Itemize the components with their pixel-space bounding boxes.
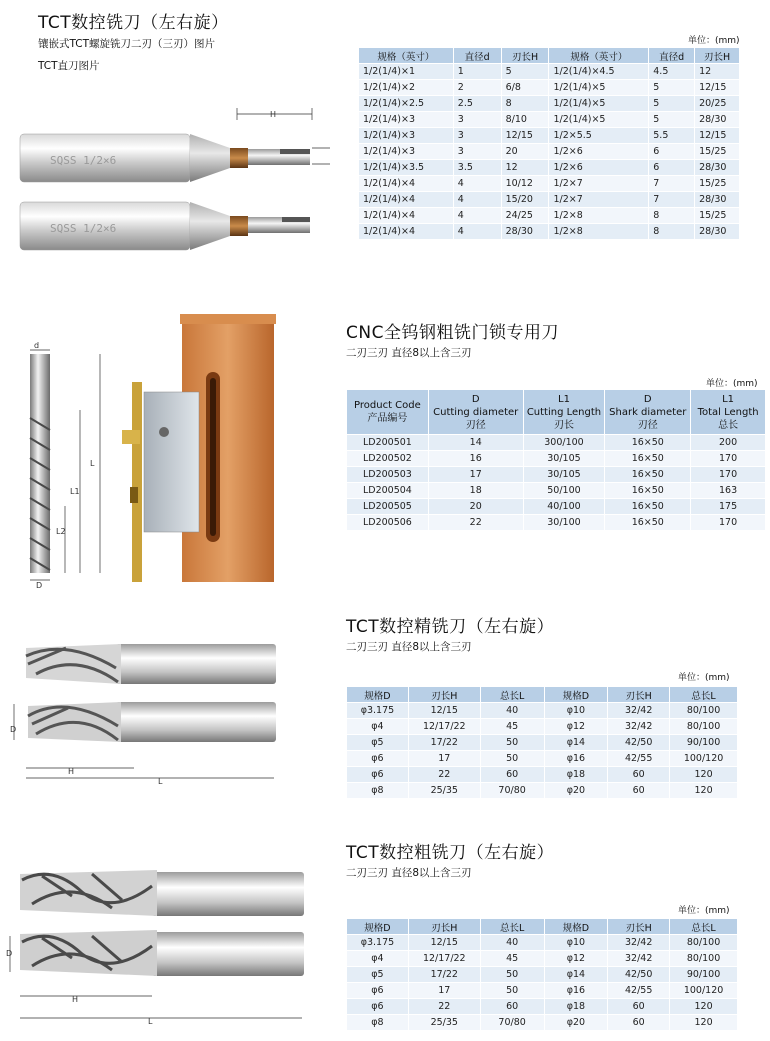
table-cell: 1/2(1/4)×3	[359, 144, 454, 160]
dim-d-label: d	[34, 341, 40, 350]
table-cell: 1/2(1/4)×4	[359, 208, 454, 224]
table-cell: φ16	[544, 983, 608, 999]
table-cell: 163	[691, 483, 766, 499]
table-cell: 17	[408, 751, 480, 767]
table-cell: 16	[428, 451, 523, 467]
section3-title: TCT数控精铣刀（左右旋）	[346, 617, 555, 637]
table-cell: φ6	[347, 999, 409, 1015]
table-cell: 32/42	[608, 935, 670, 951]
dim-H-label: H	[68, 767, 75, 776]
table-cell: 12/15	[695, 80, 740, 96]
section3-subtitle: 二刃三刃 直径8以上含三刃	[346, 641, 472, 653]
table-cell: 12/17/22	[408, 719, 480, 735]
table-cell: 80/100	[670, 935, 738, 951]
table-cell: 1/2(1/4)×5	[549, 80, 649, 96]
table-cell: 1/2(1/4)×4.5	[549, 64, 649, 80]
table-cell: 80/100	[670, 951, 738, 967]
col-spec-d: 规格D	[347, 687, 409, 703]
table-cell: 170	[691, 515, 766, 531]
header-line-3: 总长	[718, 419, 739, 431]
table-cell: 10/12	[501, 176, 549, 192]
table-cell: φ8	[347, 783, 409, 799]
section1-title: TCT数控铣刀（左右旋）	[38, 13, 229, 33]
table-row	[359, 224, 740, 240]
table-cell: 25/35	[408, 783, 480, 799]
table-cell: 7	[649, 176, 695, 192]
section2-unit: 单位：(mm)	[706, 379, 758, 389]
door-lock-cutter-diagram	[10, 338, 120, 588]
table-cell: 90/100	[670, 967, 738, 983]
section1-caption-2: TCT直刀图片	[38, 60, 100, 72]
table-cell: 3	[453, 128, 501, 144]
table-cell: φ4	[347, 951, 409, 967]
table-cell: 80/100	[670, 703, 738, 719]
table-cell: 24/25	[501, 208, 549, 224]
table-cell: 1/2(1/4)×4	[359, 176, 454, 192]
table-cell: 4	[453, 208, 501, 224]
table-cell: 3.5	[453, 160, 501, 176]
table-cell: φ12	[544, 719, 608, 735]
table-cell: 42/55	[608, 751, 670, 767]
table-cell: 60	[608, 1015, 670, 1031]
table-cell: 22	[428, 515, 523, 531]
table-cell: φ12	[544, 951, 608, 967]
table-row	[347, 967, 738, 983]
table-row	[347, 499, 766, 515]
table-cell: 2.5	[453, 96, 501, 112]
table-cell: 42/50	[608, 967, 670, 983]
table-cell: 50	[480, 735, 544, 751]
header-line-3: 刃长	[553, 419, 574, 431]
table-cell: 8	[649, 208, 695, 224]
dim-L-label: L	[90, 459, 95, 468]
table-cell: LD200502	[347, 451, 429, 467]
table-cell: 7	[649, 192, 695, 208]
table-cell: 3	[453, 144, 501, 160]
table-cell: 28/30	[501, 224, 549, 240]
table-cell: 170	[691, 467, 766, 483]
table-cell: 12	[695, 64, 740, 80]
header-line-2: Total Length	[697, 406, 759, 418]
table-cell: 50	[480, 983, 544, 999]
table-cell: 4.5	[649, 64, 695, 80]
table-cell: 42/50	[608, 735, 670, 751]
table-cell: 300/100	[523, 435, 605, 451]
table-cell: 45	[480, 951, 544, 967]
table-cell: 12/15	[501, 128, 549, 144]
table-cell: φ20	[544, 1015, 608, 1031]
header-line-2: Cutting diameter	[433, 406, 519, 418]
table-cell: 60	[480, 767, 544, 783]
table-cell: 25/35	[408, 1015, 480, 1031]
table-cell: 16×50	[605, 499, 691, 515]
table-cell: 5	[649, 80, 695, 96]
door-lock-image	[122, 312, 297, 582]
table-row	[347, 751, 738, 767]
table-cell: φ6	[347, 983, 409, 999]
table-cell: φ8	[347, 1015, 409, 1031]
table-cell: 60	[608, 999, 670, 1015]
header-line-1: D	[643, 393, 652, 405]
table-cell: 6	[649, 160, 695, 176]
table-header-row	[347, 390, 766, 435]
dim-L1-label: L1	[70, 487, 80, 496]
header-line-2: 产品编号	[367, 413, 408, 424]
col-edge-length-h-2: 刃长H	[608, 687, 670, 703]
section2-product-table	[346, 389, 766, 531]
table-cell: 4	[453, 176, 501, 192]
col-product-code	[347, 390, 429, 435]
header-line-1: L1	[722, 393, 735, 405]
table-cell: 40	[480, 935, 544, 951]
col-diameter-2: 直径d	[649, 48, 695, 64]
table-cell: LD200506	[347, 515, 429, 531]
table-cell: 16×50	[605, 451, 691, 467]
dim-H-label: H	[72, 995, 79, 1004]
table-cell: 120	[670, 1015, 738, 1031]
table-cell: 30/105	[523, 467, 605, 483]
section3-unit: 单位：(mm)	[678, 673, 730, 683]
table-row	[359, 176, 740, 192]
section4-unit: 单位：(mm)	[678, 906, 730, 916]
table-cell: 1/2×6	[549, 144, 649, 160]
table-cell: 17	[428, 467, 523, 483]
table-row	[347, 515, 766, 531]
section4-spec-table	[346, 918, 738, 1031]
col-edge-length: 刃长H	[501, 48, 549, 64]
col-spec-d-2: 规格D	[544, 919, 608, 935]
section4-title: TCT数控粗铣刀（左右旋）	[346, 843, 555, 863]
table-cell: 6/8	[501, 80, 549, 96]
section2-title: CNC全钨钢粗铣门锁专用刀	[346, 323, 559, 343]
table-row	[347, 451, 766, 467]
section1-caption: 镶嵌式TCT螺旋铣刀二刃（三刃）图片	[38, 38, 216, 50]
table-cell: 50	[480, 751, 544, 767]
table-cell: 15/25	[695, 208, 740, 224]
table-row	[359, 96, 740, 112]
table-cell: φ3.175	[347, 935, 409, 951]
table-cell: φ14	[544, 967, 608, 983]
table-cell: 1/2×5.5	[549, 128, 649, 144]
table-cell: 20/25	[695, 96, 740, 112]
table-row	[347, 783, 738, 799]
col-spec-d: 规格D	[347, 919, 409, 935]
table-row	[347, 767, 738, 783]
table-cell: φ6	[347, 751, 409, 767]
col-cutting-diameter	[428, 390, 523, 435]
table-cell: 90/100	[670, 735, 738, 751]
table-cell: 5	[649, 112, 695, 128]
dim-L2-label: L2	[56, 527, 66, 536]
table-cell: 8/10	[501, 112, 549, 128]
col-total-length-l: 总长L	[480, 687, 544, 703]
table-cell: 40	[480, 703, 544, 719]
table-cell: 4	[453, 192, 501, 208]
table-cell: 50/100	[523, 483, 605, 499]
table-cell: 32/42	[608, 719, 670, 735]
table-cell: φ6	[347, 767, 409, 783]
header-line-3: 刃径	[637, 419, 658, 431]
table-row	[347, 983, 738, 999]
table-cell: 70/80	[480, 1015, 544, 1031]
table-cell: 16×50	[605, 435, 691, 451]
table-cell: 1/2(1/4)×3	[359, 128, 454, 144]
table-header-row	[347, 919, 738, 935]
table-row	[359, 112, 740, 128]
table-row	[347, 467, 766, 483]
col-total-length	[691, 390, 766, 435]
table-cell: 45	[480, 719, 544, 735]
table-cell: 120	[670, 999, 738, 1015]
table-cell: 20	[428, 499, 523, 515]
table-row	[347, 435, 766, 451]
header-line-2: Cutting Length	[526, 406, 602, 418]
table-cell: 5	[649, 96, 695, 112]
col-diameter: 直径d	[453, 48, 501, 64]
table-cell: 12/15	[695, 128, 740, 144]
dim-L-label: L	[148, 1017, 153, 1026]
table-cell: 1/2(1/4)×3.5	[359, 160, 454, 176]
table-cell: 175	[691, 499, 766, 515]
table-cell: φ5	[347, 735, 409, 751]
dim-D-label: D	[6, 949, 13, 958]
table-cell: 100/120	[670, 751, 738, 767]
table-cell: 1/2×8	[549, 208, 649, 224]
header-line-1: L1	[558, 393, 570, 405]
finishing-cutter-image	[6, 628, 296, 788]
table-cell: 1/2(1/4)×4	[359, 192, 454, 208]
table-cell: 42/55	[608, 983, 670, 999]
shank-text-1: SQSS 1/2×6	[50, 154, 117, 167]
table-cell: φ20	[544, 783, 608, 799]
table-cell: LD200503	[347, 467, 429, 483]
table-cell: 30/105	[523, 451, 605, 467]
table-cell: 1	[453, 64, 501, 80]
table-cell: 15/25	[695, 176, 740, 192]
table-cell: 1/2(1/4)×3	[359, 112, 454, 128]
dim-D-label: D	[10, 725, 17, 734]
table-cell: 1/2×8	[549, 224, 649, 240]
table-header-row	[347, 687, 738, 703]
col-shark-diameter	[605, 390, 691, 435]
table-row	[359, 128, 740, 144]
header-line-2: Shark diameter	[609, 406, 687, 418]
table-cell: 16×50	[605, 467, 691, 483]
table-row	[359, 80, 740, 96]
table-cell: φ5	[347, 967, 409, 983]
table-cell: 15/25	[695, 144, 740, 160]
col-edge-length-h: 刃长H	[408, 919, 480, 935]
table-cell: 16×50	[605, 515, 691, 531]
table-row	[347, 951, 738, 967]
col-total-length-l: 总长L	[480, 919, 544, 935]
table-cell: 1/2×7	[549, 176, 649, 192]
section1-unit: 单位：(mm)	[688, 36, 740, 46]
col-edge-length-h-2: 刃长H	[608, 919, 670, 935]
table-row	[347, 483, 766, 499]
table-row	[347, 935, 738, 951]
table-row	[347, 999, 738, 1015]
table-cell: 30/100	[523, 515, 605, 531]
table-row	[359, 64, 740, 80]
section1-spec-table	[358, 47, 740, 240]
table-cell: 1/2×6	[549, 160, 649, 176]
table-cell: LD200505	[347, 499, 429, 515]
table-cell: φ10	[544, 935, 608, 951]
table-cell: 50	[480, 967, 544, 983]
table-row	[347, 719, 738, 735]
table-cell: 120	[670, 767, 738, 783]
table-cell: 80/100	[670, 719, 738, 735]
table-cell: 6	[649, 144, 695, 160]
table-cell: 12/17/22	[408, 951, 480, 967]
table-row	[359, 208, 740, 224]
table-cell: φ10	[544, 703, 608, 719]
table-cell: 100/120	[670, 983, 738, 999]
table-cell: 12/15	[408, 703, 480, 719]
table-cell: 28/30	[695, 160, 740, 176]
table-cell: 32/42	[608, 703, 670, 719]
table-cell: 17/22	[408, 967, 480, 983]
dim-D-label: D	[36, 581, 43, 588]
table-cell: 28/30	[695, 192, 740, 208]
table-cell: 15/20	[501, 192, 549, 208]
col-cutting-length	[523, 390, 605, 435]
table-cell: 28/30	[695, 224, 740, 240]
table-cell: 60	[608, 783, 670, 799]
roughing-cutter-image	[2, 856, 312, 1036]
table-cell: 60	[608, 767, 670, 783]
table-row	[347, 703, 738, 719]
table-cell: 1/2(1/4)×1	[359, 64, 454, 80]
dim-h-label: H	[270, 110, 277, 119]
header-line-1: D	[471, 393, 480, 405]
table-cell: 8	[649, 224, 695, 240]
table-cell: 1/2(1/4)×5	[549, 96, 649, 112]
table-cell: 16×50	[605, 483, 691, 499]
table-header-row	[359, 48, 740, 64]
table-cell: 8	[501, 96, 549, 112]
table-cell: 12	[501, 160, 549, 176]
table-cell: 2	[453, 80, 501, 96]
table-cell: φ3.175	[347, 703, 409, 719]
col-edge-length-h: 刃长H	[408, 687, 480, 703]
col-total-length-l-2: 总长L	[670, 687, 738, 703]
table-cell: 18	[428, 483, 523, 499]
table-cell: 40/100	[523, 499, 605, 515]
table-cell: 1/2×7	[549, 192, 649, 208]
table-cell: φ14	[544, 735, 608, 751]
table-cell: 14	[428, 435, 523, 451]
table-row	[347, 1015, 738, 1031]
col-total-length-l-2: 总长L	[670, 919, 738, 935]
table-cell: 70/80	[480, 783, 544, 799]
table-row	[347, 735, 738, 751]
header-line-1: Product Code	[354, 400, 421, 411]
table-cell: 32/42	[608, 951, 670, 967]
table-cell: 20	[501, 144, 549, 160]
table-cell: φ18	[544, 767, 608, 783]
table-cell: φ4	[347, 719, 409, 735]
header-line-3: 刃径	[465, 419, 486, 431]
table-row	[359, 144, 740, 160]
table-cell: LD200504	[347, 483, 429, 499]
table-cell: 1/2(1/4)×5	[549, 112, 649, 128]
table-cell: 12/15	[408, 935, 480, 951]
table-cell: 60	[480, 999, 544, 1015]
table-cell: 5	[501, 64, 549, 80]
section3-spec-table	[346, 686, 738, 799]
table-cell: 4	[453, 224, 501, 240]
section4-subtitle: 二刃三刃 直径8以上含三刃	[346, 867, 472, 879]
dim-L-label: L	[158, 777, 163, 786]
table-cell: φ18	[544, 999, 608, 1015]
table-cell: 1/2(1/4)×2.5	[359, 96, 454, 112]
table-cell: 120	[670, 783, 738, 799]
table-cell: 17	[408, 983, 480, 999]
table-row	[359, 192, 740, 208]
col-spec-2: 规格（英寸）	[549, 48, 649, 64]
tct-straight-cutter-image	[12, 100, 342, 270]
col-spec: 规格（英寸）	[359, 48, 454, 64]
table-cell: 22	[408, 767, 480, 783]
table-cell: 3	[453, 112, 501, 128]
col-spec-d-2: 规格D	[544, 687, 608, 703]
table-cell: 1/2(1/4)×4	[359, 224, 454, 240]
table-cell: φ16	[544, 751, 608, 767]
table-cell: 17/22	[408, 735, 480, 751]
table-row	[359, 160, 740, 176]
table-cell: 22	[408, 999, 480, 1015]
table-cell: 1/2(1/4)×2	[359, 80, 454, 96]
table-cell: 5.5	[649, 128, 695, 144]
shank-text-2: SQSS 1/2×6	[50, 222, 117, 235]
table-cell: 170	[691, 451, 766, 467]
table-cell: LD200501	[347, 435, 429, 451]
table-cell: 200	[691, 435, 766, 451]
col-edge-length-2: 刃长H	[695, 48, 740, 64]
section2-subtitle: 二刃三刃 直径8以上含三刃	[346, 347, 472, 359]
table-cell: 28/30	[695, 112, 740, 128]
